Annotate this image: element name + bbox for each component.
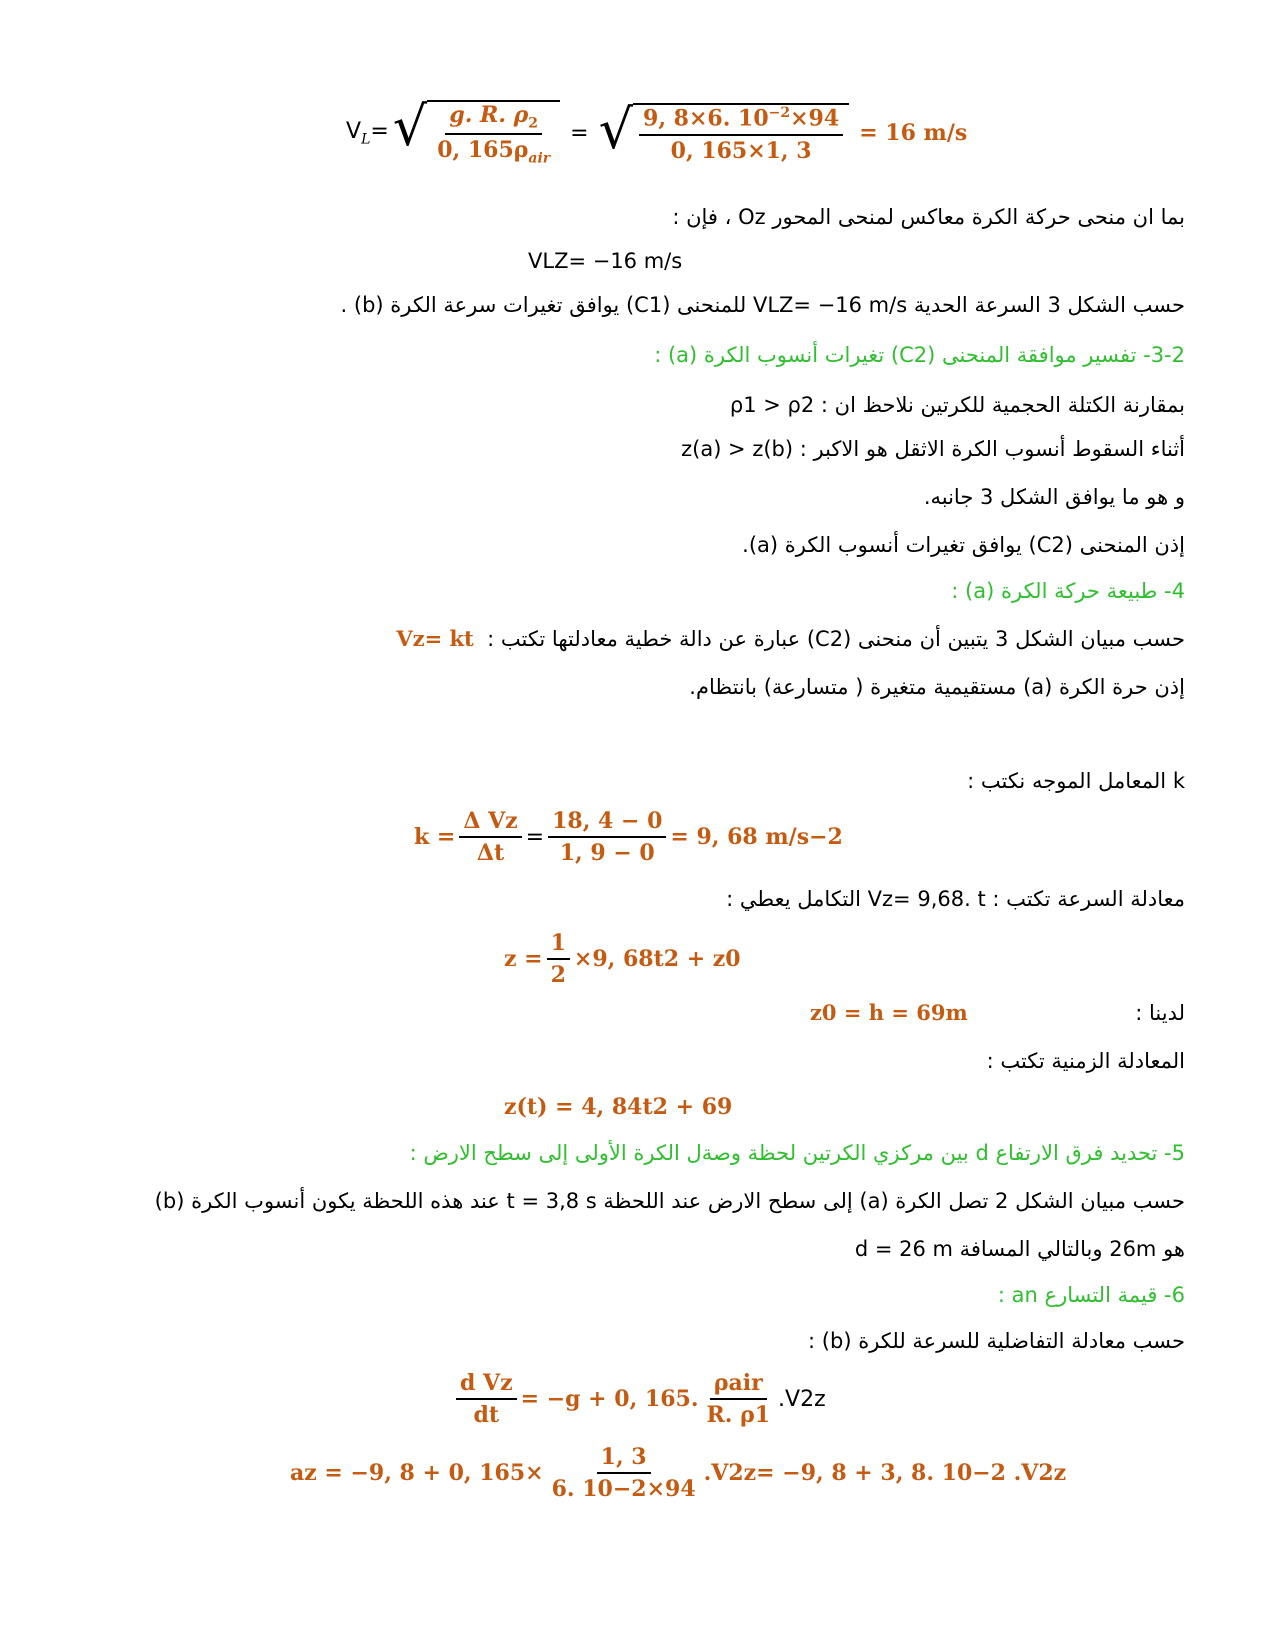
text-c2-conclusion: إذن المنحنى (C2) يوافق تغيرات أنسوب الكرة (a). bbox=[742, 533, 1185, 557]
equation-differential: $\frac{\text{d Vz}}{dt}$ = −g + 0, 165. $\frac{\text{ρair}}{R. \rho 1}$ .V2z bbox=[452, 1370, 826, 1428]
equation-position-integral: z = $\frac{1}{2}$ ×9, 68t2 + z0 bbox=[504, 930, 741, 988]
equation-limit-speed: $V_L=$ √ $\frac{g. R. \rho_2}{0, 165\rho_{air}}$ = √ $\frac{9, 8\times 6. 10^{-2}\times 94}{0, 165\times 1, 3}$ = 16 m/s bbox=[346, 95, 968, 167]
text-slope-intro: k المعامل الموجه نكتب : bbox=[967, 769, 1185, 793]
heading-4: 4- طبيعة حركة الكرة (a) : bbox=[951, 579, 1185, 603]
z0-value: z0 = h = 69m bbox=[810, 1000, 968, 1025]
text-linear-function: حسب مبيان الشكل 3 يتبين أن منحنى (C2) عبارة عن دالة خطية معادلتها تكتب : Vz= kt bbox=[396, 624, 1185, 654]
equation-slope-k: k = $\frac{\text{Δ Vz}}{\Delta t}$ = $\frac{18, 4 - 0}{1, 9 - 0}$ = 9, 68 m/s−2 bbox=[414, 808, 843, 866]
heading-5: 5- تحديد فرق الارتفاع d بين مركزي الكرتين لحظة وصةل الكرة الأولى إلى سطح الارض : bbox=[409, 1141, 1185, 1165]
sqrt-numeric: √ $\frac{9, 8\times 6. 10^{-2}\times 94}{0, 165\times 1, 3}$ bbox=[599, 103, 850, 163]
text-figure3-match: و هو ما يوافق الشكل 3 جانبه. bbox=[923, 485, 1185, 509]
text-motion-nature: إذن حرة الكرة (a) مستقيمية متغيرة ( متسارعة) بانتظام. bbox=[689, 675, 1185, 699]
heading-6: 6- قيمة التسارع an : bbox=[997, 1283, 1185, 1307]
text-direction-note: بما ان منحى حركة الكرة معاكس لمنحى المحور Oz ، فإن : bbox=[672, 205, 1185, 229]
text-given-label: لدينا : bbox=[1135, 1001, 1185, 1025]
heading-3-2: 3-2- تفسير موافقة المنحنى (C2) تغيرات أنسوب الكرة (a) : bbox=[654, 343, 1185, 367]
text-differential-intro: حسب معادلة التفاضلية للسرعة للكرة (b) : bbox=[808, 1329, 1185, 1353]
text-figure3-speed: حسب الشكل 3 السرعة الحدية VLZ= −16 m/s للمنحنى (C1) يوافق تغيرات سرعة الكرة (b) . bbox=[340, 293, 1185, 317]
text-density-compare: بمقارنة الكتلة الحجمية للكرتين نلاحظ ان : ρ1 > ρ2 bbox=[729, 393, 1185, 417]
text-distance-result: هو 26m وبالتالي المسافة d = 26 m bbox=[854, 1237, 1185, 1261]
vlz-value: VLZ= −16 m/s bbox=[528, 249, 683, 273]
equation-acceleration: az = −9, 8 + 0, 165× $\frac{1, 3}{6. 10-2\times 94}$ .V2z= −9, 8 + 3, 8. 10−2 .V2z bbox=[290, 1444, 1067, 1502]
vl-symbol: $V_L=$ bbox=[346, 119, 389, 148]
equation-z-of-t: z(t) = 4, 84t2 + 69 bbox=[504, 1094, 733, 1120]
text-height-compare: أثناء السقوط أنسوب الكرة الاثقل هو الاكبر : z(a) > z(b) bbox=[681, 437, 1185, 461]
text-speed-equation: معادلة السرعة تكتب : Vz= 9,68. t التكامل يعطي : bbox=[726, 887, 1185, 911]
vz-kt-equation: Vz= kt bbox=[396, 626, 474, 651]
sqrt-formula: √ $\frac{g. R. \rho_2}{0, 165\rho_{air}}$ bbox=[393, 100, 560, 167]
text-time-equation: المعادلة الزمنية تكتب : bbox=[986, 1049, 1185, 1073]
text-figure2-arrival: حسب مبيان الشكل 2 تصل الكرة (a) إلى سطح الارض عند اللحظة t = 3,8 s عند هذه اللحظة يكون أنسوب الكرة (b) bbox=[154, 1189, 1185, 1213]
